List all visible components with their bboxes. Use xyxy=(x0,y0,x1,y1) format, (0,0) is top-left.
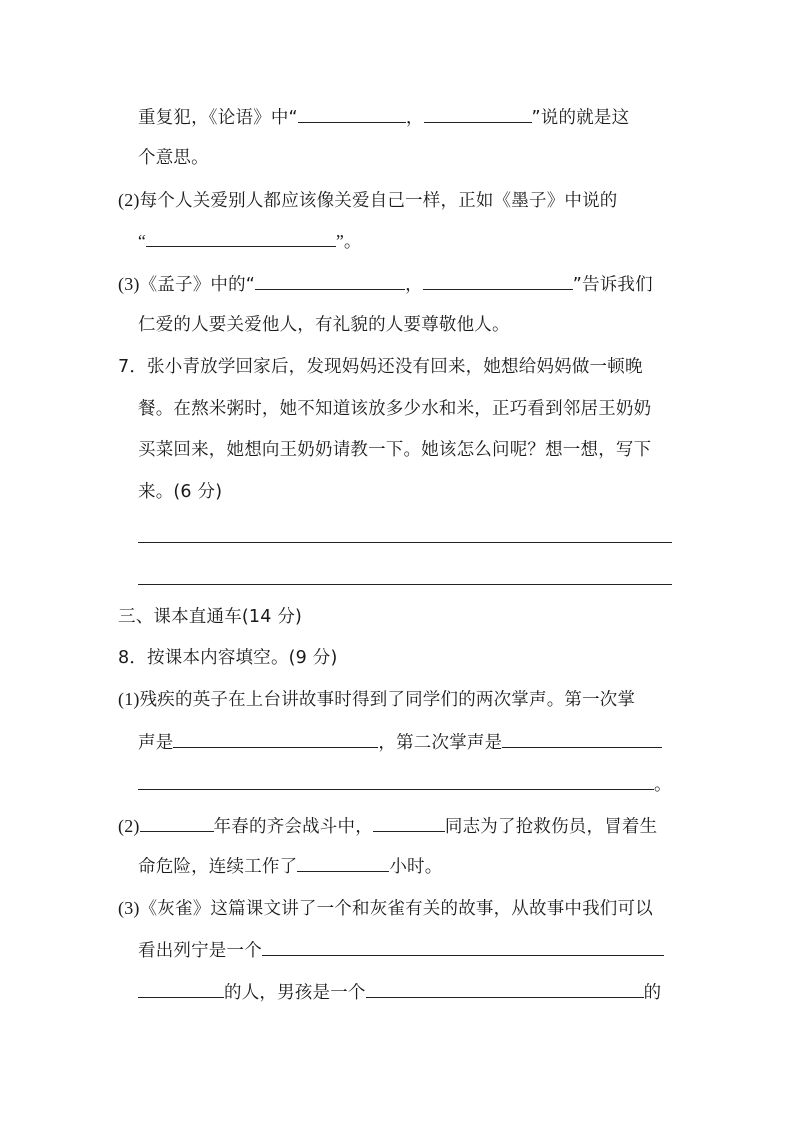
section-title: 三、课本直通车(14 分) xyxy=(118,607,303,627)
section-3-heading xyxy=(118,602,302,632)
text: 同志为了抢救伤员，冒着生 xyxy=(444,817,658,837)
text: 年春的齐会战斗中， xyxy=(213,817,373,837)
q6-1-line-2 xyxy=(138,143,209,173)
answer-blank[interactable] xyxy=(146,226,336,247)
q7-line xyxy=(118,352,643,382)
answer-blank[interactable] xyxy=(255,269,405,290)
text: ”告诉我们 xyxy=(572,275,653,295)
close-quote: ”。 xyxy=(335,231,362,251)
q8-3-line-3 xyxy=(138,977,661,1007)
text: 张小青放学回家后，发现妈妈还没有回来，她想给妈妈做一顿晚 xyxy=(147,357,643,377)
answer-blank[interactable] xyxy=(138,977,224,998)
text: 。 xyxy=(654,775,672,795)
q8-1-line-2 xyxy=(138,727,662,757)
text: ， xyxy=(405,108,424,128)
answer-blank[interactable] xyxy=(297,851,389,872)
answer-blank[interactable] xyxy=(262,935,664,956)
q7-line-2 xyxy=(138,394,651,424)
q7-line-3 xyxy=(138,435,651,465)
text: 看出列宁是一个 xyxy=(138,941,262,961)
q6-3-line xyxy=(118,269,653,299)
text: 命危险，连续工作了 xyxy=(138,857,298,877)
text: ， xyxy=(405,275,423,295)
answer-blank[interactable] xyxy=(140,811,214,832)
answer-line[interactable] xyxy=(138,584,672,585)
text: ，第二次掌声是 xyxy=(378,733,503,753)
text: 仁爱的人要关爱他人，有礼貌的人要尊敬他人。 xyxy=(138,315,510,335)
q8-1-line xyxy=(118,684,635,714)
question-number: 7． xyxy=(118,357,148,377)
q8-2-line-2 xyxy=(138,851,442,881)
question-number: 8． xyxy=(118,648,148,668)
text: 餐。在熬米粥时，她不知道该放多少水和米，正巧看到邻居王奶奶 xyxy=(138,399,652,419)
text: 来。(6 分) xyxy=(138,482,223,502)
open-quote: “ xyxy=(138,231,146,251)
text: 按课本内容填空。(9 分) xyxy=(147,648,338,668)
answer-blank[interactable] xyxy=(173,727,378,748)
text: 小时。 xyxy=(389,857,443,877)
q8-line xyxy=(118,643,338,673)
q8-3-line xyxy=(118,893,653,923)
text: 《孟子》中的“ xyxy=(139,275,256,295)
answer-blank[interactable] xyxy=(424,102,532,123)
text: 买菜回来，她想向王奶奶请教一下。她该怎么问呢？想一想，写下 xyxy=(138,440,652,460)
item-number: (3) xyxy=(118,898,140,918)
text: 重复犯，《论语》中“ xyxy=(138,108,298,128)
q6-2-line-2 xyxy=(138,226,362,256)
q8-1-line-3 xyxy=(138,769,672,799)
answer-blank[interactable] xyxy=(423,269,573,290)
text: 《灰雀》这篇课文讲了一个和灰雀有关的故事，从故事中我们可以 xyxy=(139,899,653,919)
q7-line-4 xyxy=(138,477,222,507)
item-number: (1) xyxy=(118,689,140,709)
text: 声是 xyxy=(138,733,174,753)
q8-3-line-2 xyxy=(138,935,664,965)
item-number: (2) xyxy=(118,190,140,210)
answer-blank[interactable] xyxy=(502,727,662,748)
text: 残疾的英子在上台讲故事时得到了同学们的两次掌声。第一次掌 xyxy=(139,690,636,710)
answer-blank[interactable] xyxy=(373,811,445,832)
q6-2-line xyxy=(118,185,618,215)
text: 的 xyxy=(643,983,662,1003)
item-number: (3) xyxy=(118,274,140,294)
q6-1-line xyxy=(138,102,629,132)
text: 的人，男孩是一个 xyxy=(224,983,366,1003)
answer-blank[interactable] xyxy=(138,769,654,790)
q8-2-line xyxy=(118,811,657,841)
text: 个意思。 xyxy=(138,148,209,168)
item-number: (2) xyxy=(118,816,140,836)
text: ”说的就是这 xyxy=(531,108,630,128)
answer-blank[interactable] xyxy=(366,977,644,998)
answer-blank[interactable] xyxy=(298,102,406,123)
text: 每个人关爱别人都应该像关爱自己一样，正如《墨子》中说的 xyxy=(139,191,618,211)
answer-line[interactable] xyxy=(138,542,672,543)
q6-3-line-2 xyxy=(138,310,510,340)
